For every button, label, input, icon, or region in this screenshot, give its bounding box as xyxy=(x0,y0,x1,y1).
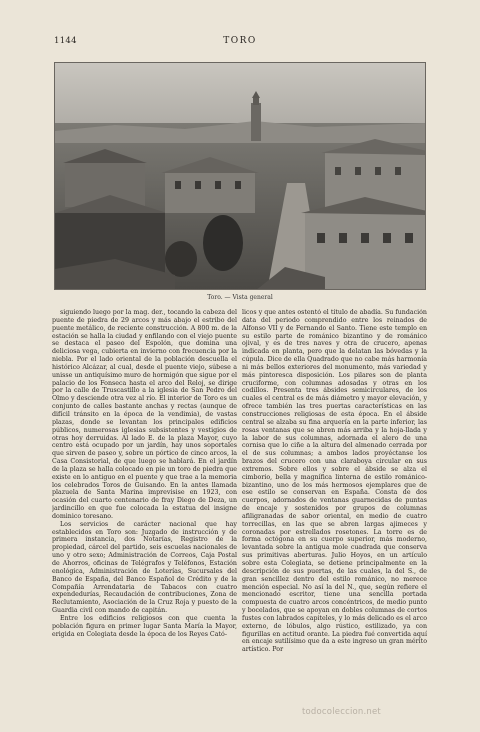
figure-caption: Toro. — Vista general xyxy=(207,294,273,301)
paragraph: Los servicios de carácter nacional que hay establecidos en Toro son: Juzgado de instrucción y de primera instancia, dos Notarías, Registro de la propiedad, cárcel del partido, seis escuelas nacionales de uno y otro sexo; Administración de Correos, Caja Postal de Ahorros, oficinas de Telégrafos y Teléfonos, Estación enológica, Administración de Loterías, Sucursales del Banco de España, del Banco Español de Crédito y de la Compañía Arrendataria de Tabacos con cuatro expendedurías, Recaudación de contribuciones, Zona de Reclutamiento, Asociación de la Cruz Roja y puesto de la Guardia civil con mando de capitán. xyxy=(52,520,237,615)
text-column-right xyxy=(242,309,427,694)
paragraph: Entre los edificios religiosos con que cuenta la población figura en primer lugar Santa María la Mayor, erigida en Colegiata desde la época de los Reyes Cató- xyxy=(52,614,237,638)
page-number: 1144 xyxy=(54,36,77,46)
town-panorama-illustration xyxy=(55,63,426,290)
paragraph: siguiendo luego por la mag. der., tocando la cabeza del puente de piedra de 29 arcos y más abajo el estribo del puente metálico, de reciente construcción. A 800 m. de la estación se halla la ciudad y enfilando con el viejo puente se destaca el paseo del Espolón, que domina una deliciosa vega, cubierta en invierno con frecuencia por la niebla. Por el lado oriental de la población descuella el histórico Alcázar, al cual, desde el puente viejo, súbese a unisse un antiquísimo muro de hormigón que sigue por el palacio de los Fonseca hasta el arco del Reloj, se dirige por la calle de Truscastillo a la iglesia de San Pedro del Olmo y desciende otra vez al río. El interior de Toro es un conjunto de calles bastante anchas y rectas (aunque de difícil tránsito en la época de la vendimia), de vastas plazas, donde se levantan los principales edificios públicos, numerosas iglesias subsistentes y vestigios de otras hoy derruidas. Al lado E. de la plaza Mayor, cuyo centro está ocupado por un jardín, hay unos soportales que sirven de paseo y, sobre un pórtico de cinco arcos, la Casa Consistorial, de que luego se hablará. En el jardín de la plaza se halla colocado en pie un toro de piedra que existe en lo antiguo en el puente y que trae a la memoria los celebrados Toros de Guisando. En la antes llamada plazuela de Santa Marina imprevisise en 1923, con ocasión del cuarto centenario de fray Diego de Deza, un jardincillo en que fue colocada la estatua del insigne dominico toresano. xyxy=(52,309,237,520)
town-panorama-photo xyxy=(54,62,426,290)
watermark: todocoleccion.net xyxy=(302,707,381,717)
running-title: TORO xyxy=(223,36,257,46)
text-column-left xyxy=(52,309,237,694)
paragraph: licos y que antes ostentó el título de abadía. Su fundación data del periodo comprendido entre los reinados de Alfonso VII y de Fernando el Santo. Tiene este templo en su estilo parte de románico bizantino y de románico ojival, y es de tres naves y otra de crucero, apenas indicada en planta, pero que la delatan las bóvedas y la cúpula. Dice de ella Quadrado que no cabe más harmonía ni más bellos exteriores del monumento, más variedad y más pintoresca disposición. Los pilares son de planta cruciforme, con columnas adosadas y otras en los codillos. Presenta tres ábsides semicirculares, de los cuales el central es de más diámetro y mayor elevación, y ofrece también las tres puertas características en las construcciones religiosas de esta época. En el ábside central se alzaba su fina arquería en la parte inferior, las rosas ventanas que se abren más arriba y la hoja-llada y la labor de sus columnas, adornada el alero de una cornisa que lo ciñe a la altura del almenado cerrada por el de sus columnas; a ambos lados proyéctanse los brazos del crucero con una claraboya circular en sus extremos. Sobre ellos y sobre el ábside se alza el cimborio, bella y magnífica linterna de estilo románico-bizantino, uno de los más hermosos ejemplares que de ese estilo se conservan en España. Consta de dos cuerpos, adornados de ventanas guarnecidas de puntas de encaje y sostenidos por grupos de columnas afiligranadas de sabor oriental, en medio de cuatro torrecillas, en las que se abren largas ajimeces y coronadas por estrellados rosetones. La torre es de forma octógona en su cuerpo superior, más moderno, levantada sobre la antigua mole cuadrada que conserva sus primitivas aberturas. Julio Hoyos, en un artículo sobre esta Colegiata, se detiene principalmente en la descripción de sus puertas, de las cuales, la del S., de gran sencillez dentro del estilo románico, no merece mención especial. No así la del N., que, según refiere el mencionado escritor, tiene una sencilla portada compuesta de cuatro arcos concéntricos, de medio punto y bocelados, que se apoyan en dobles columnas de cortos fustes con labrados capiteles, y lo más delicado es el arco externo, de lóbulos, algo rústico, estilizado, ya con figurillas en actitud orante. La piedra fué convertida aquí en encaje sutilísimo que da a este ingreso un gran mérito artístico. Por xyxy=(242,309,427,654)
page-header xyxy=(0,36,480,48)
